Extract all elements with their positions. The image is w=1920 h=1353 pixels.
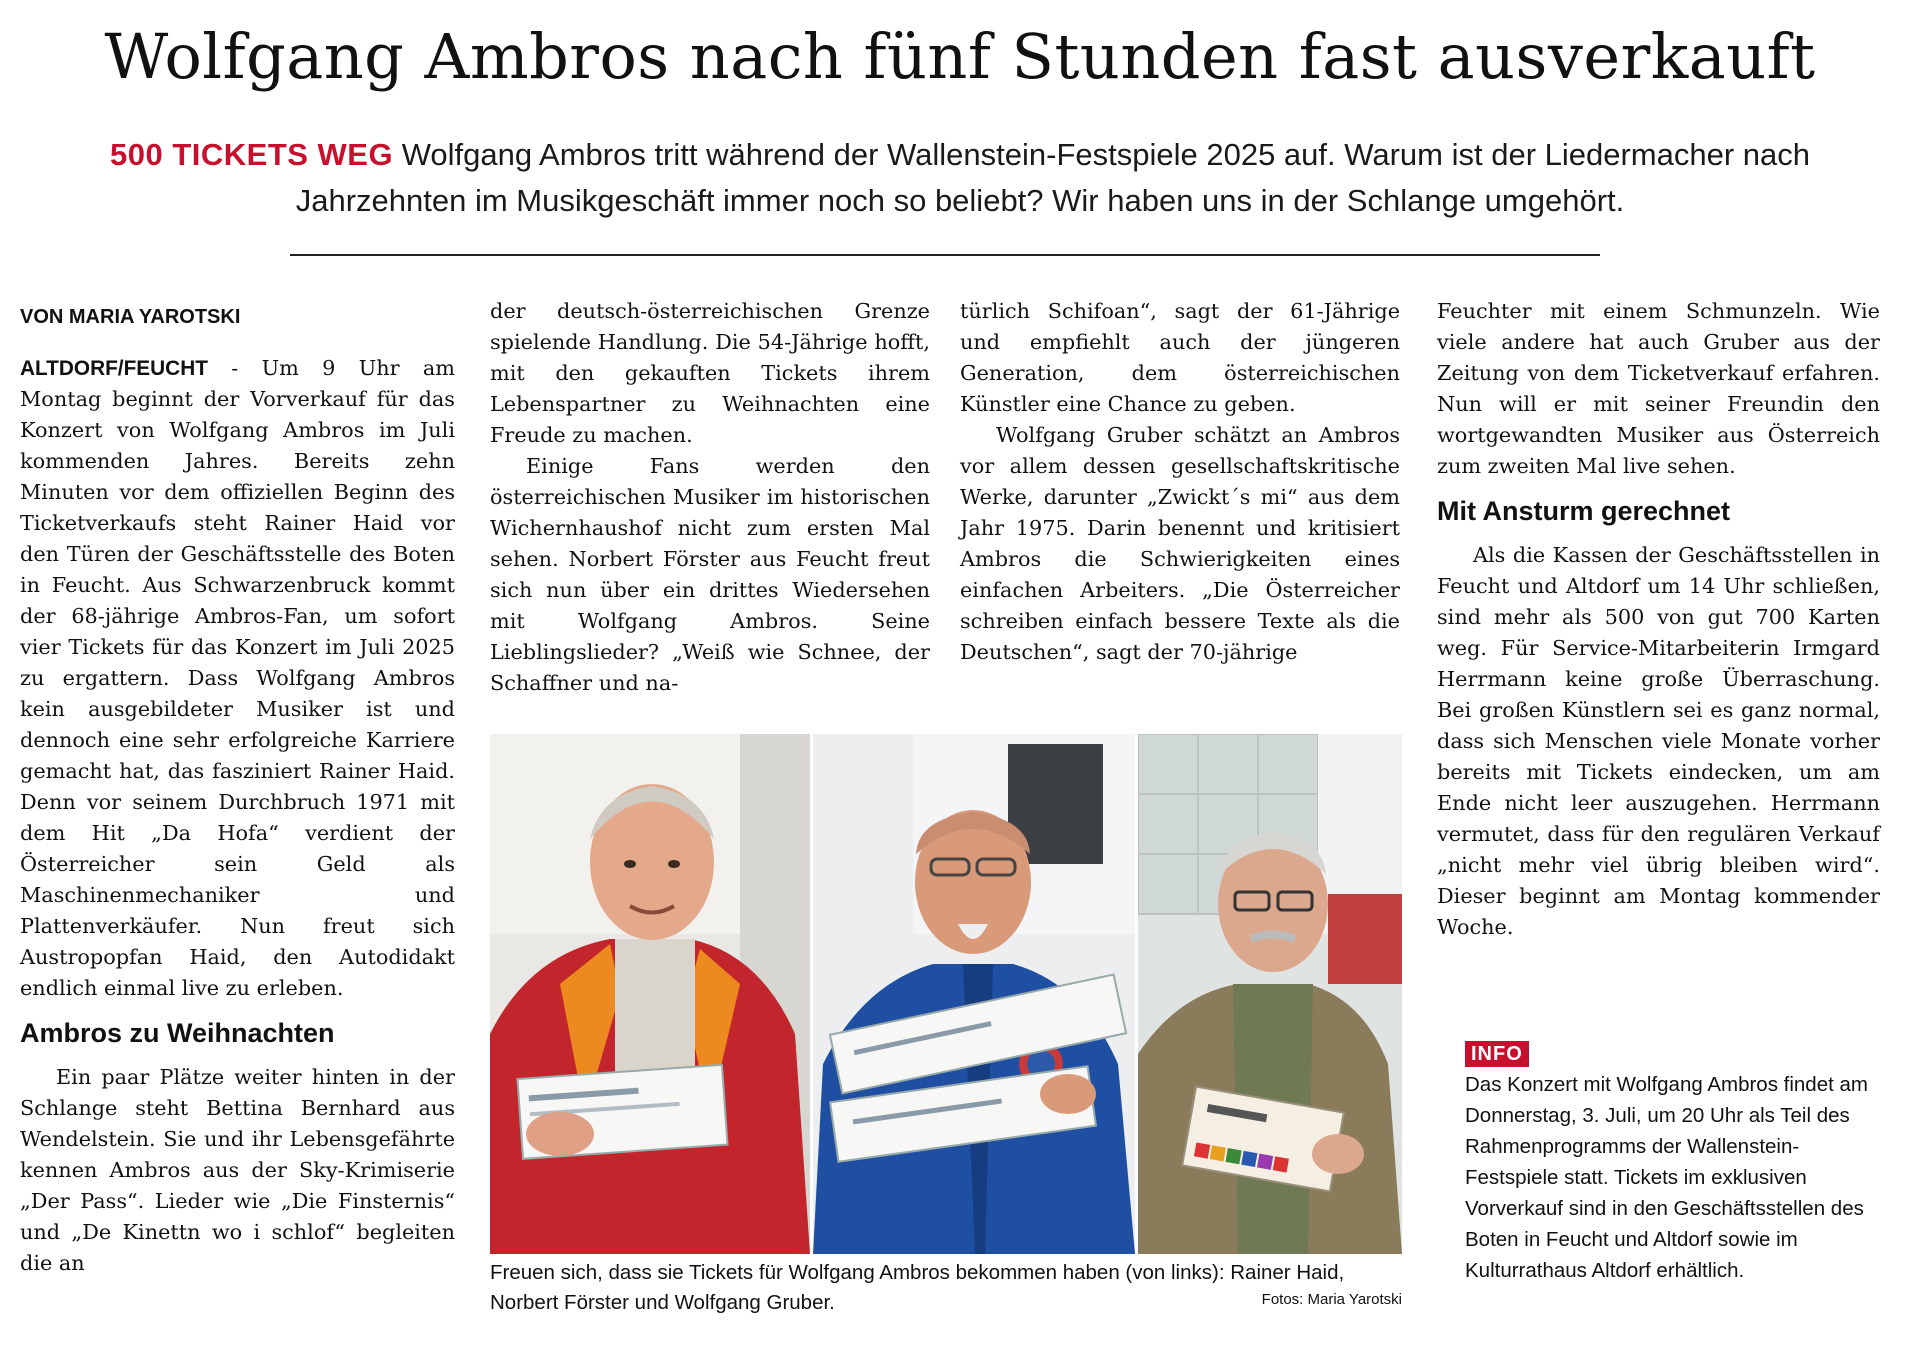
photo-norbert-foerster (813, 734, 1135, 1254)
info-label: INFO (1465, 1041, 1529, 1067)
photo-rainer-haid (490, 734, 810, 1254)
byline: VON MARIA YAROTSKI (20, 306, 241, 328)
deck-text: Wolfgang Ambros tritt während der Wallenstein-Festspiele 2025 auf. Warum ist der Liedermacher nach Jahrzehnten im Musikgeschäft immer noch so beliebt? Wir haben uns in der Schlange umgehört. (295, 137, 1811, 218)
column-3 (960, 296, 1400, 668)
photo-wolfgang-gruber (1138, 734, 1402, 1254)
photo-3-image (1138, 734, 1402, 1254)
deck (60, 132, 1860, 224)
column-2 (490, 296, 930, 699)
headline: Wolfgang Ambros nach fünf Stunden fast ausverkauft (104, 20, 1816, 93)
info-text: Das Konzert mit Wolfgang Ambros findet am Donnerstag, 3. Juli, um 20 Uhr als Teil des Rahmenprogramms der Wallenstein-Festspiele statt. Tickets im exklusiven Vorverkauf sind in den Geschäftsstellen des Boten in Feucht und Altdorf sowie im Kulturrathaus Altdorf erhältlich. (1465, 1073, 1868, 1282)
paragraph-3: Einige Fans werden den österreichischen Musiker im historischen Wichernhaushof nicht zum ersten Mal sehen. Norbert Förster aus Feucht freut sich nun über ein drittes Wiedersehen mit Wolfgang Ambros. Seine Lieblingslieder? „Weiß wie Schnee, der Schaffner und na- (490, 454, 930, 695)
headline-rule (290, 254, 1600, 256)
paragraph-4: Wolfgang Gruber schätzt an Ambros vor allem dessen gesellschaftskritische Werke, darunter „Zwickt´s mi“ aus dem Jahr 1975. Darin benennt und kritisiert Ambros die Schwierigkeiten eines einfachen Arbeiters. „Die Österreicher schreiben einfach bessere Texte als die Deutschen“, sagt der 70-jährige (960, 423, 1400, 664)
caption-text: Freuen sich, dass sie Tickets für Wolfgang Ambros bekommen haben (von links): Rainer Haid, Norbert Förster und Wolfgang Gruber. (490, 1261, 1345, 1314)
photo-strip (490, 734, 1402, 1254)
paragraph-4b: Feuchter mit einem Schmunzeln. Wie viele andere hat auch Gruber aus der Zeitung von dem Ticketverkauf erfahren. Nun will er mit seiner Freundin den wortgewandten Musiker aus Österreich zum zweiten Mal live sehen. (1437, 299, 1880, 478)
photo-caption (490, 1258, 1402, 1318)
paragraph-2a: Ein paar Plätze weiter hinten in der Schlange steht Bettina Bernhard aus Wendelstein. Sie und ihr Lebensgefährte kennen Ambros aus der Sky-Krimiserie „Der Pass“. Lieder wie „Die Finsternis“ und „De Kinettn wo i schlof“ begleiten die an (20, 1065, 455, 1275)
subhead-weihnachten: Ambros zu Weihnachten (20, 1018, 335, 1048)
paragraph-2b: der deutsch-österreichischen Grenze spielende Handlung. Die 54-Jährige hofft, mit den gekauften Tickets ihrem Lebenspartner zu Weihnachten eine Freude zu machen. (490, 299, 930, 447)
paragraph-5: Als die Kassen der Geschäftsstellen in Feucht und Altdorf um 14 Uhr schließen, sind mehr als 500 von gut 700 Karten weg. Für Service-Mitarbeiterin Irmgard Herrmann keine große Überraschung. Bei großen Künstlern sei es ganz normal, dass sich Menschen viele Monate vorher bereits mit Tickets eindecken, um am Ende nicht leer auszugehen. Herrmann vermutet, dass für den regulären Verkauf „nicht mehr viel übrig bleiben wird“. Dieser beginnt am Montag kommender Woche. (1437, 543, 1880, 939)
photo-2-image (813, 734, 1135, 1254)
paragraph-1-text: - Um 9 Uhr am Montag beginnt der Vorverkauf für das Konzert von Wolfgang Ambros im Juli kommenden Jahres. Bereits zehn Minuten vor dem offiziellen Beginn des Ticketverkaufs steht Rainer Haid vor den Türen der Geschäftsstelle des Boten in Feucht. Aus Schwarzenbruck kommt der 68-jährige Ambros-Fan, um sofort vier Tickets für das Konzert im Juli 2025 zu ergattern. Dass Wolfgang Ambros kein ausgebildeter Musiker ist und dennoch eine sehr erfolgreiche Karriere gemacht hat, das fasziniert Rainer Haid. Denn vor seinem Durchbruch 1971 mit dem Hit „Da Hofa“ verdient der Österreicher sein Geld als Maschinenmechaniker und Plattenverkäufer. Nun freut sich Austropopfan Haid, den Autodidakt endlich einmal live zu erleben. (20, 356, 455, 1000)
paragraph-3b: türlich Schifoan“, sagt der 61-Jährige und empfiehlt auch der jüngeren Generation, dem österreichischen Künstler eine Chance zu geben. (960, 299, 1400, 416)
photo-1-image (490, 734, 810, 1254)
column-1 (20, 296, 455, 1279)
deck-kicker: 500 TICKETS WEG (109, 137, 394, 172)
info-box (1465, 1038, 1877, 1286)
column-4 (1437, 296, 1880, 943)
dateline: ALTDORF/FEUCHT (20, 357, 208, 380)
subhead-ansturm: Mit Ansturm gerechnet (1437, 496, 1731, 526)
paragraph-1 (20, 353, 455, 1004)
photo-credit: Fotos: Maria Yarotski (1261, 1291, 1402, 1308)
